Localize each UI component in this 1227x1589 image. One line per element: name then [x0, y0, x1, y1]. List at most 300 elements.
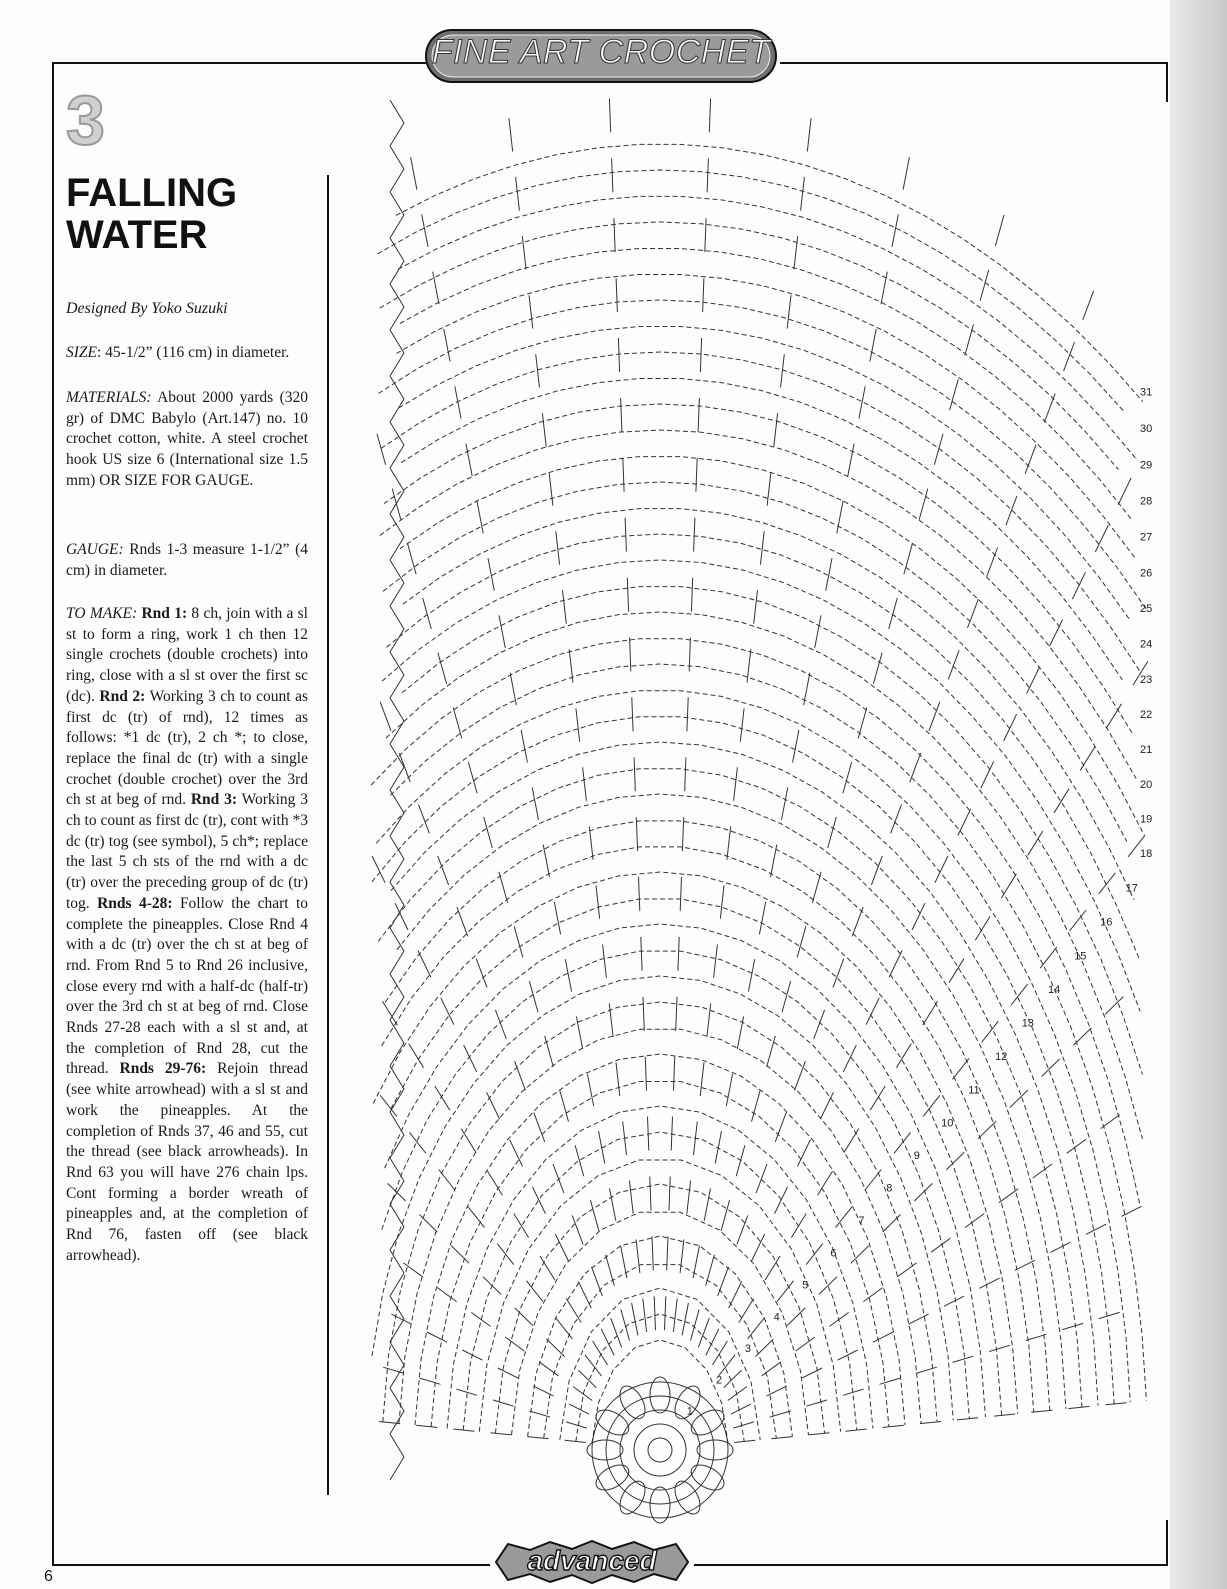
stitch-spoke [685, 757, 686, 791]
stitch-spoke [774, 413, 778, 447]
stitch-spoke [483, 1277, 501, 1295]
round-label: 20 [1140, 778, 1153, 791]
chain-round [398, 196, 1138, 460]
stitch-spoke [707, 158, 708, 192]
stitch-spoke [754, 590, 758, 623]
stitch-spoke [498, 1368, 518, 1378]
stitch-spoke [418, 951, 431, 978]
rnd3-text: Working 3 ch to count as first dc (tr), cont with *3 dc (tr) tog (see symbol), 5 ch*; replace the last 5 ch sts of the rnd with a dc (tr) over the preceding group of dc (tr) tog. [66, 791, 308, 912]
stitch-spoke [510, 673, 516, 706]
stitch-spoke [858, 708, 867, 739]
stitch-spoke [601, 1329, 614, 1356]
stitch-spoke [566, 1299, 581, 1323]
stitch-spoke [843, 1045, 856, 1072]
stitch-spoke [883, 1215, 901, 1233]
stitch-spoke [455, 386, 461, 418]
stitch-spoke [693, 1246, 699, 1278]
round-label: 5 [802, 1279, 809, 1292]
stitch-spoke [718, 1267, 729, 1296]
stitch-spoke [1050, 1242, 1070, 1252]
stitch-spoke [590, 1200, 599, 1231]
stitch-spoke [453, 1429, 474, 1431]
stitch-spoke [612, 158, 613, 192]
stitch-spoke [1105, 997, 1123, 1015]
stitch-spoke [700, 1062, 704, 1096]
round-label: 14 [1048, 984, 1061, 997]
stitch-spoke [532, 787, 538, 820]
stitch-spoke [438, 856, 449, 885]
stitch-spoke [528, 1437, 549, 1439]
center-ring [648, 1438, 672, 1462]
stitch-spoke [678, 937, 679, 971]
round-label: 18 [1140, 848, 1153, 860]
chain-round [378, 170, 1124, 411]
stitch-spoke [999, 1189, 1018, 1203]
stitch-spoke [794, 236, 798, 270]
chain-round [401, 379, 1122, 680]
stitch-spoke [916, 1367, 937, 1373]
stitch-spoke [819, 1277, 837, 1295]
stitch-spoke [621, 1246, 627, 1278]
stitch-spoke [820, 1092, 833, 1119]
stitch-spoke [596, 885, 600, 918]
stitch-spoke [399, 753, 410, 782]
stitch-spoke [641, 937, 642, 971]
stitch-spoke [958, 809, 971, 836]
stitch-spoke [873, 1332, 893, 1342]
center-ring [606, 1396, 714, 1504]
stitch-spoke [765, 1256, 780, 1280]
stitch-spoke [729, 1281, 742, 1308]
stitch-spoke [616, 1062, 620, 1096]
chain-round [372, 976, 953, 1420]
stitch-spoke [682, 817, 683, 851]
title-line-2: WATER [66, 213, 208, 257]
stitch-spoke [870, 329, 876, 362]
stitch-spoke [812, 872, 821, 903]
stitch-spoke [488, 1171, 503, 1195]
stitch-spoke [1062, 1323, 1083, 1329]
stitch-spoke [461, 1129, 476, 1153]
stitch-spoke [736, 1145, 745, 1176]
stitch-spoke [630, 638, 631, 672]
stitch-spoke [665, 1296, 666, 1330]
materials-section [66, 388, 308, 492]
instructions-section [66, 604, 308, 1267]
chain-round [431, 1082, 889, 1427]
stitch-spoke [643, 1299, 647, 1333]
stitch-spoke [815, 615, 821, 648]
stitch-spoke [734, 767, 738, 801]
stitch-spoke [444, 329, 450, 362]
stitch-spoke [775, 1113, 786, 1142]
stitch-spoke [569, 1404, 589, 1414]
stitch-spoke [499, 615, 505, 648]
round-label: 11 [968, 1084, 980, 1097]
stitch-spoke [760, 531, 764, 564]
stitch-spoke [731, 1404, 751, 1414]
frame-line [1166, 62, 1168, 102]
round-label: 6 [830, 1247, 837, 1260]
stitch-spoke [521, 730, 527, 763]
stitch-spoke [775, 1187, 788, 1214]
stitch-spoke [806, 1400, 827, 1406]
stitch-spoke [536, 354, 540, 387]
stitch-spoke [533, 1386, 553, 1396]
stitch-spoke [866, 998, 879, 1025]
chain-round [382, 951, 970, 1419]
stitch-spoke [553, 1164, 564, 1193]
stitch-spoke [1031, 1410, 1052, 1412]
stitch-spoke [704, 1188, 710, 1220]
round-label: 22 [1140, 709, 1153, 721]
stitch-spoke [669, 1177, 670, 1211]
stitch-spoke [923, 1001, 938, 1025]
chain-round [386, 534, 1139, 959]
stitch-spoke [648, 1117, 649, 1151]
stitch-spoke [585, 1355, 602, 1376]
chain-round [383, 1002, 937, 1422]
stitch-spoke [995, 215, 1004, 246]
frame-line [780, 62, 1168, 64]
rnd4-text: Follow the chart to complete the pineapples. Close Rnd 4 with a dc (tr) over the ch st at beg of rnd. From Rnd 5 to Rnd 26 inclusive, close every rnd with a half-dc (half-tr) over the 3rd ch st at beg of rnd. Close Rnds 27-28 each with a sl st and, at the completion of Rnd 28, cut the thread. [66, 894, 309, 1078]
stitch-spoke [529, 295, 533, 328]
stitch-spoke [639, 877, 640, 911]
stitch-spoke [495, 1010, 506, 1039]
instructions-label: TO MAKE: [66, 605, 138, 622]
round-label: 25 [1140, 603, 1153, 615]
round-label: 1 [686, 1405, 693, 1418]
gauge-label: GAUGE: [66, 541, 124, 558]
center-petal [615, 1477, 650, 1518]
stitch-spoke [771, 845, 777, 878]
stitch-spoke [583, 767, 587, 801]
frame-line [1166, 1520, 1168, 1565]
stitch-spoke [453, 708, 462, 739]
stitch-spoke [953, 1058, 970, 1079]
stitch-spoke [1086, 1224, 1106, 1234]
stitch-spoke [934, 434, 943, 465]
stitch-spoke [1099, 1312, 1120, 1318]
stitch-spoke [843, 762, 852, 793]
stitch-spoke [1118, 478, 1131, 505]
chain-round [447, 1106, 873, 1428]
scalloped-edge [390, 100, 404, 1480]
frame-line [52, 62, 54, 1565]
stitch-spoke [603, 944, 607, 977]
stitch-spoke [910, 753, 921, 782]
stitch-spoke [931, 1238, 950, 1252]
stitch-spoke [464, 1045, 477, 1072]
stitch-spoke [994, 1414, 1015, 1416]
stitch-spoke [756, 1164, 767, 1193]
stitch-spoke [468, 762, 477, 793]
chain-round [399, 327, 1130, 620]
stitch-spoke [903, 157, 909, 190]
title-line-1: FALLING [66, 171, 238, 215]
stitch-spoke [674, 1057, 675, 1091]
round-label: 7 [858, 1215, 865, 1228]
stitch-spoke [560, 1091, 569, 1122]
stitch-spoke [636, 817, 637, 851]
chain-round [402, 587, 1143, 1075]
stitch-spoke [713, 1341, 728, 1365]
page-number: 6 [44, 1568, 53, 1585]
stitch-spoke [948, 650, 959, 679]
stitch-spoke [680, 1240, 684, 1273]
stitch-spoke [543, 845, 549, 878]
chain-round [528, 1236, 793, 1437]
stitch-spoke [409, 1132, 426, 1153]
stitch-spoke [720, 885, 724, 918]
stitch-spoke [650, 1177, 651, 1211]
stitch-spoke [1006, 496, 1017, 525]
stitch-spoke [554, 902, 560, 935]
stitch-spoke [592, 1267, 603, 1296]
round-label: 16 [1100, 916, 1113, 929]
stitch-spoke [726, 1074, 732, 1106]
stitch-spoke [549, 472, 553, 506]
stitch-spoke [1070, 910, 1087, 931]
gauge-text: Rnds 1-3 measure 1-1/2” (4 cm) in diameter. [66, 541, 308, 579]
round-label: 13 [1021, 1017, 1034, 1030]
stitch-spoke [632, 697, 633, 731]
center-petal [592, 1405, 633, 1440]
stitch-spoke [1073, 1028, 1091, 1046]
chain-round [383, 482, 1127, 842]
rnd4-label: Rnds 4-28: [97, 894, 173, 912]
rnd29-text: Rejoin thread (see white arrowhead) with a sl st and work the pineapples. At the completion of Rnds 37, 46 and 55, cut the thread (see black arrowheads). In Rnd 63 you will have 276 chain lps. Cont forming a border wreath of pineapples and, at the completion of Rnd 76, fasten off (see black arrowhead). [66, 1060, 309, 1264]
stitch-spoke [838, 1350, 858, 1360]
stitch-spoke [621, 398, 622, 432]
stitch-spoke [1064, 342, 1075, 371]
chain-round [592, 1340, 728, 1443]
rnd1-text: 8 ch, join with a sl st to form a ring, work 1 ch then 12 single crochets (double crochets) into ring, close with a sl st over the first sc (dc). [66, 605, 308, 705]
stitch-spoke [382, 1001, 397, 1025]
stitch-spoke [515, 1308, 533, 1326]
stitch-spoke [1044, 393, 1055, 422]
chain-round [400, 457, 1145, 836]
stitch-spoke [423, 598, 432, 629]
stitch-spoke [556, 531, 560, 564]
stitch-spoke [547, 1339, 565, 1357]
center-ring [620, 1410, 700, 1490]
stitch-spoke [714, 944, 718, 977]
stitch-spoke [1054, 789, 1069, 813]
stitch-spoke [727, 826, 731, 859]
stitch-spoke [614, 218, 615, 252]
stitch-spoke [645, 1057, 646, 1091]
stitch-spoke [542, 413, 546, 447]
stitch-spoke [748, 1318, 765, 1339]
stitch-spoke [1101, 1115, 1120, 1129]
stitch-spoke [957, 1418, 978, 1420]
stitch-spoke [920, 1422, 941, 1424]
pattern-number: 3 [66, 81, 105, 159]
stitch-spoke [439, 1170, 456, 1191]
round-label: 24 [1140, 638, 1153, 651]
stitch-spoke [618, 338, 619, 372]
stitch-spoke [836, 1207, 853, 1228]
stitch-spoke [837, 501, 843, 533]
stitch-spoke [894, 1132, 911, 1153]
stitch-spoke [871, 856, 882, 885]
chain-round [415, 1054, 905, 1425]
stitch-spoke [1067, 1139, 1086, 1153]
stitch-spoke [696, 458, 697, 492]
chain-round [381, 352, 1141, 673]
stitch-spoke [1025, 445, 1036, 474]
round-label: 2 [716, 1374, 723, 1387]
round-label: 19 [1140, 813, 1153, 826]
round-label: 17 [1125, 882, 1138, 895]
stitch-spoke [609, 1003, 613, 1037]
stitch-spoke [935, 856, 948, 883]
stitch-spoke [466, 444, 472, 476]
stitch-spoke [505, 1337, 524, 1351]
stitch-spoke [510, 1140, 523, 1167]
stitch-spoke [846, 1429, 867, 1431]
stitch-spoke [1107, 704, 1122, 728]
chain-round [378, 300, 1148, 612]
stitch-spoke [989, 1345, 1010, 1351]
stitch-spoke [1027, 667, 1040, 694]
stitch-spoke [740, 708, 744, 742]
stitch-spoke [565, 1440, 586, 1442]
stitch-spoke [909, 1314, 929, 1324]
stitch-spoke [814, 1010, 825, 1039]
stitch-spoke [724, 1370, 742, 1388]
stitch-spoke [782, 787, 788, 820]
round-label: 27 [1140, 531, 1153, 544]
stitch-spoke [471, 1312, 490, 1326]
stitch-spoke [721, 1200, 730, 1231]
stitch-spoke [1040, 947, 1057, 968]
round-label: 9 [913, 1150, 920, 1163]
stitch-spoke [515, 1061, 526, 1090]
stitch-spoke [870, 1086, 885, 1110]
stitch-spoke [709, 99, 710, 133]
stitch-spoke [1011, 984, 1028, 1005]
size-text: : 45-1/2” (116 cm) in diameter. [97, 344, 290, 361]
stitch-spoke [539, 1362, 558, 1376]
stitch-spoke [739, 1299, 754, 1323]
center-petal [687, 1405, 728, 1440]
stitch-spoke [1002, 874, 1017, 898]
round-label: 8 [886, 1182, 893, 1195]
stitch-spoke [652, 1236, 653, 1270]
stitch-spoke [795, 1061, 806, 1090]
stitch-spoke [880, 1378, 901, 1384]
chain-round [403, 509, 1134, 900]
rnd2-text: Working 3 ch to count as first dc (tr) of rnd), 12 times as follows: *1 dc (tr), 2 ch *; to close, replace the final dc (tr) with a single crochet (double crochet) over the 3rd ch st at beg of rnd. [66, 687, 308, 809]
round-label: 23 [1140, 673, 1153, 686]
chain-round [371, 639, 1140, 1205]
stitch-spoke [801, 177, 805, 211]
stitch-spoke [565, 959, 571, 992]
chain-round [463, 1132, 857, 1430]
round-label: 28 [1140, 495, 1153, 508]
stitch-spoke [965, 324, 974, 355]
stitch-spoke [1083, 291, 1094, 320]
rnd29-label: Rnds 29-76: [119, 1060, 207, 1078]
stitch-spoke [889, 598, 898, 629]
stitch-spoke [889, 951, 902, 978]
chain-round [479, 1160, 840, 1432]
size-section [66, 343, 308, 364]
stitch-spoke [1004, 714, 1017, 741]
stitch-spoke [575, 1145, 584, 1176]
stitch-spoke [1099, 873, 1116, 894]
stitch-spoke [791, 1214, 806, 1238]
stitch-spoke [706, 1255, 715, 1286]
stitch-spoke [634, 757, 635, 791]
stitch-spoke [623, 458, 624, 492]
stitch-spoke [752, 1091, 761, 1122]
stitch-spoke [457, 907, 468, 936]
round-label: 29 [1140, 459, 1153, 472]
stitch-spoke [576, 708, 580, 742]
stitch-spoke [589, 826, 593, 859]
stitch-spoke [980, 270, 989, 301]
stitch-spoke [627, 578, 628, 612]
stitch-spoke [687, 1181, 691, 1214]
stitch-spoke [540, 1256, 555, 1280]
stitch-spoke [493, 1400, 514, 1406]
stitch-spoke [755, 1339, 773, 1357]
stitch-spoke [848, 444, 854, 476]
stitch-spoke [892, 214, 898, 247]
round-label: 15 [1074, 950, 1087, 963]
stitch-spoke [497, 1244, 514, 1265]
stitch-spoke [796, 1337, 815, 1351]
stitch-spoke [802, 1368, 822, 1378]
center-petal [615, 1382, 650, 1423]
stitch-spoke [694, 518, 695, 552]
frame-line [52, 1564, 490, 1566]
stitch-spoke [852, 907, 863, 936]
stitch-spoke [843, 1389, 864, 1395]
stitch-spoke [851, 1246, 869, 1264]
center-ring [592, 1382, 728, 1518]
round-label: 12 [995, 1051, 1008, 1064]
stitch-spoke [950, 379, 959, 410]
stitch-spoke [563, 590, 567, 623]
stitch-spoke [632, 1303, 638, 1335]
stitch-spoke [807, 118, 811, 152]
rnd3-label: Rnd 3: [190, 791, 238, 809]
stitch-spoke [1068, 1406, 1089, 1408]
stitch-spoke [806, 1244, 823, 1265]
chart-stitch-lines [371, 99, 1148, 1524]
stitch-spoke [949, 959, 964, 983]
stitch-spoke [1106, 1403, 1127, 1405]
stitch-spoke [671, 1117, 672, 1151]
stitch-spoke [629, 1181, 633, 1214]
chain-round [396, 275, 1136, 560]
stitch-spoke [606, 1255, 615, 1286]
stitch-spoke [978, 1121, 996, 1139]
stitch-spoke [975, 916, 990, 940]
round-label: 30 [1140, 422, 1153, 435]
stitch-spoke [522, 236, 526, 270]
stitch-spoke [691, 578, 692, 612]
stitch-spoke [1080, 746, 1095, 770]
stitch-spoke [914, 1183, 932, 1201]
stitch-spoke [734, 1440, 755, 1442]
materials-label: MATERIALS: [66, 389, 152, 406]
chart-round-labels [687, 387, 1152, 1418]
